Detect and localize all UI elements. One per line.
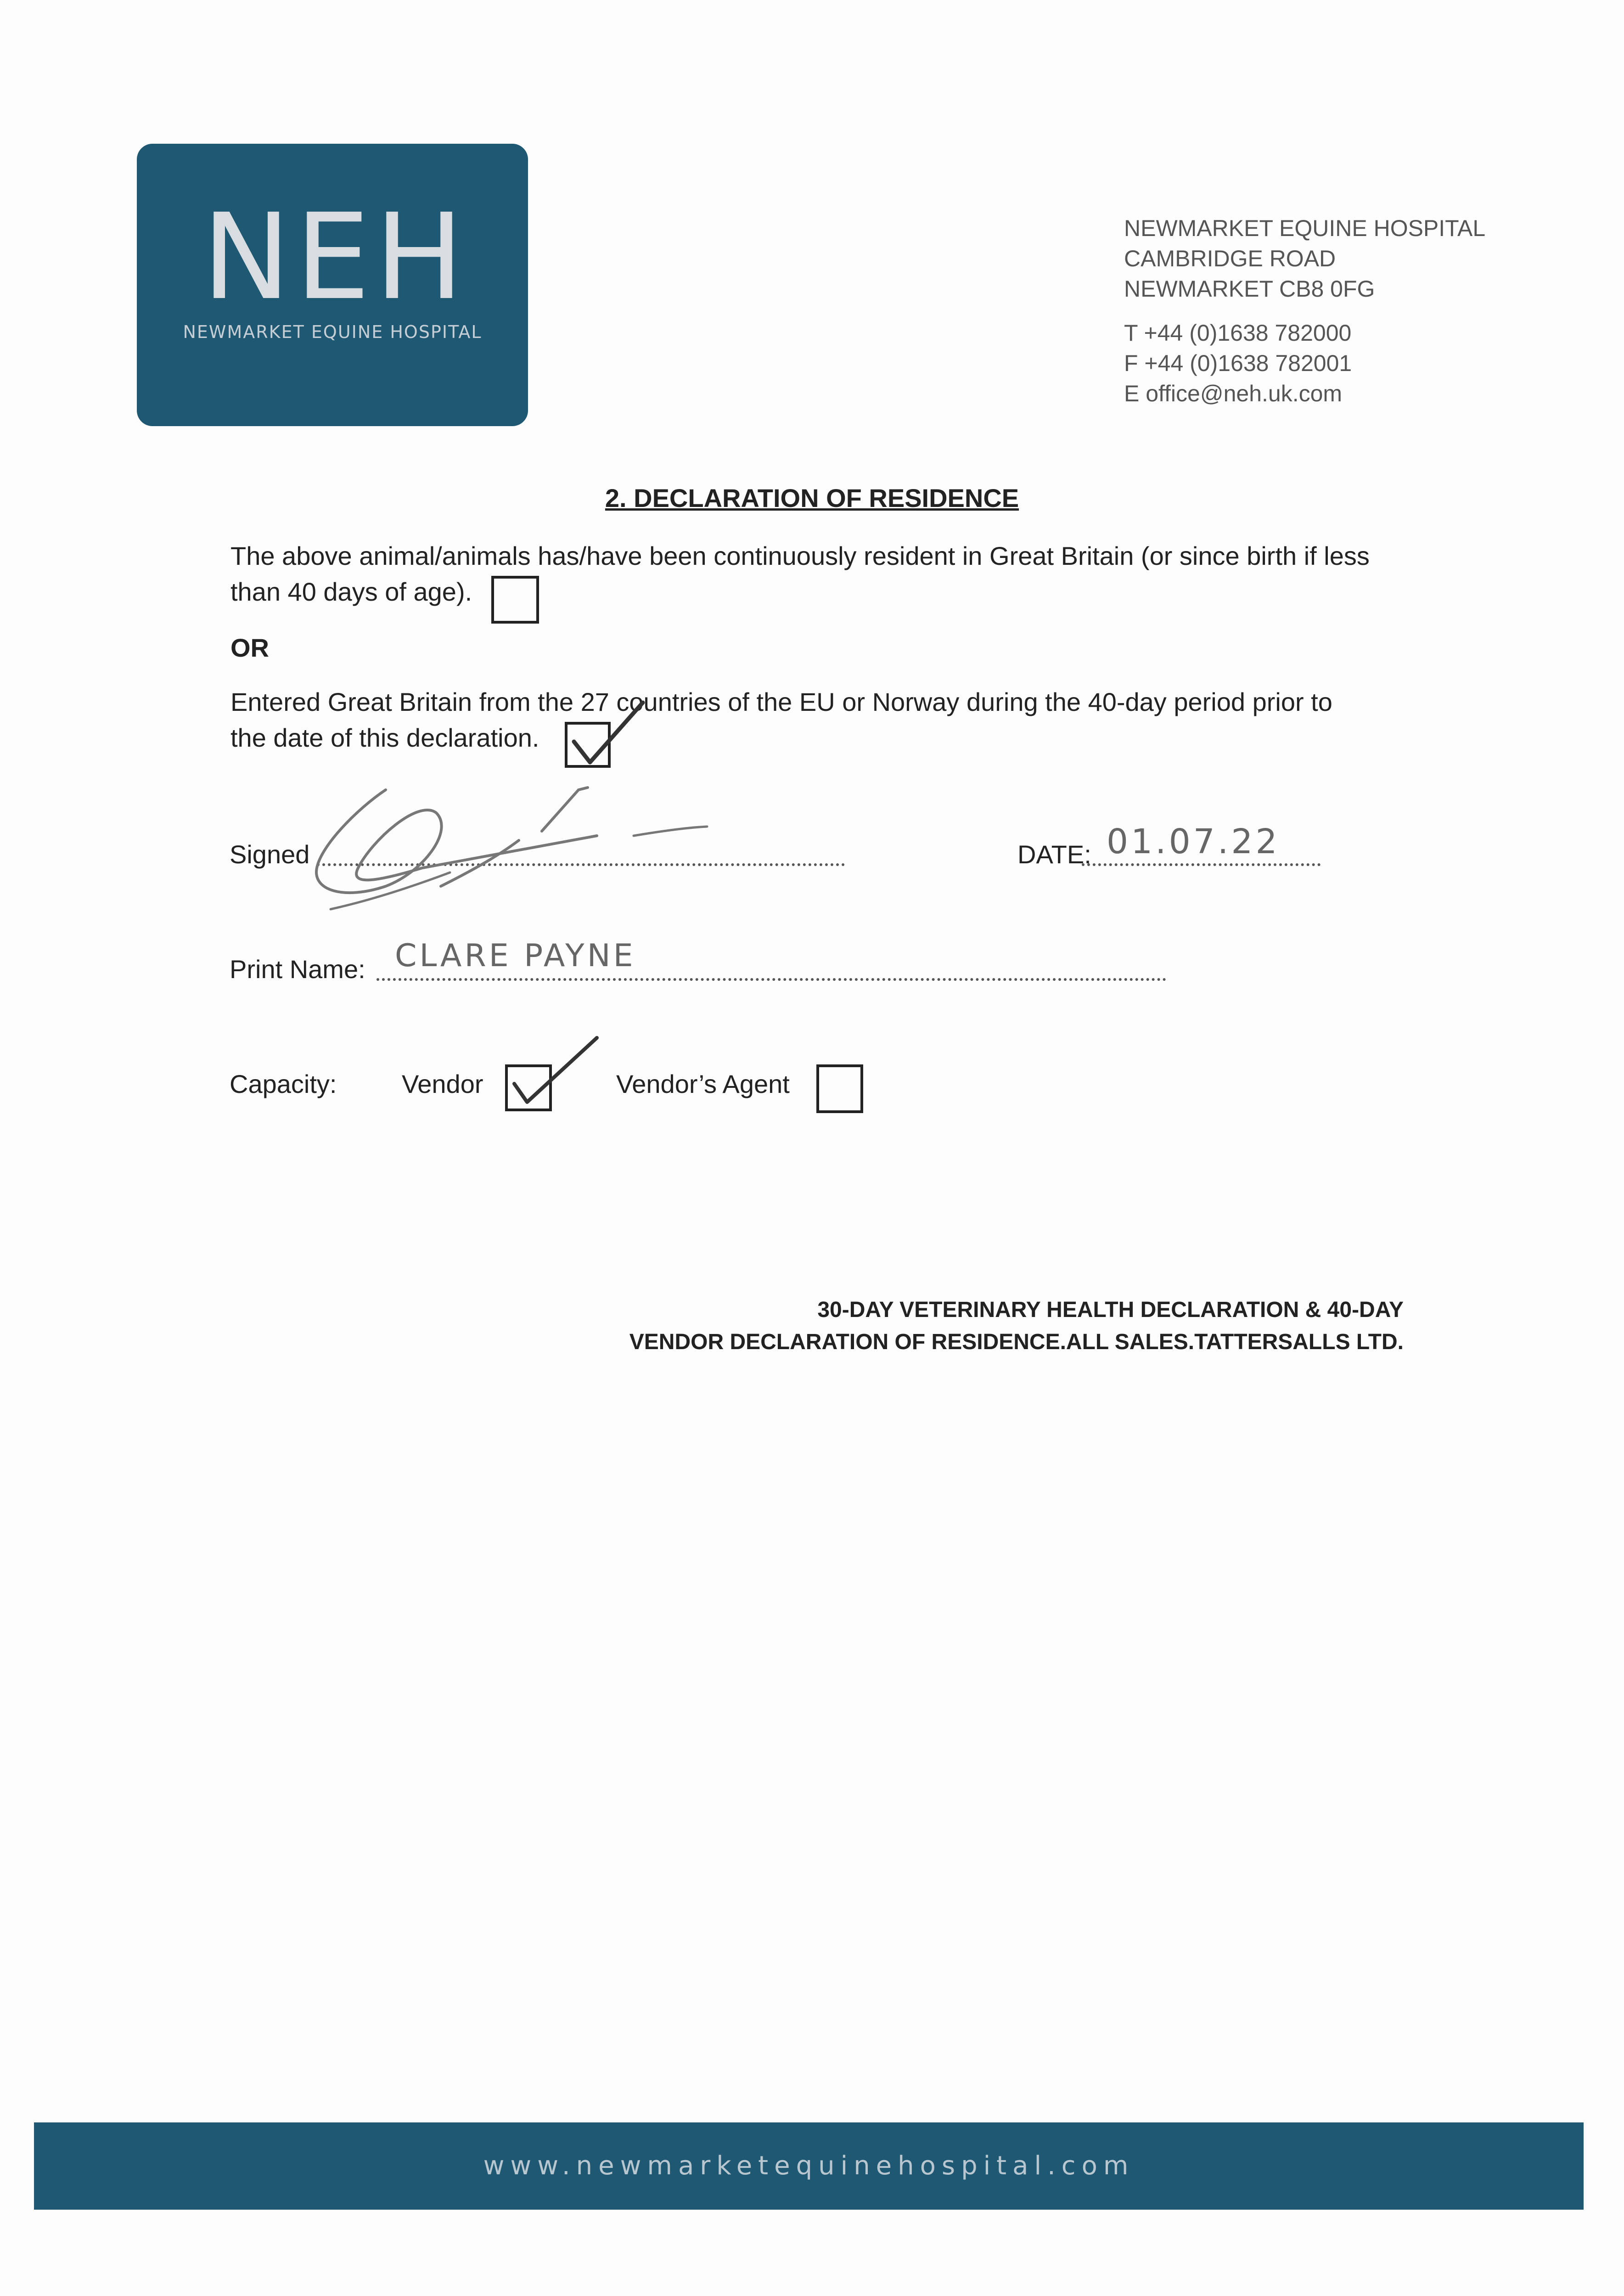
contact-block: [1124, 318, 1352, 409]
option-1-checkbox[interactable]: [491, 576, 539, 624]
date-label: DATE:: [1017, 840, 1091, 869]
section-heading: [0, 483, 1624, 513]
website-link[interactable]: www.newmarketequinehospital.com: [483, 2151, 1135, 2181]
option-1-line-2: than 40 days of age).: [230, 577, 472, 606]
phone-line: T +44 (0)1638 782000: [1124, 320, 1352, 346]
option-2-text: [230, 684, 1470, 756]
capacity-label: Capacity:: [230, 1069, 337, 1098]
signed-label: Signed: [230, 840, 310, 869]
company-logo: [137, 144, 528, 426]
address-block: [1124, 213, 1485, 304]
signature-icon: [303, 762, 716, 928]
option-2-line-2: the date of this declaration.: [230, 723, 539, 752]
address-line: NEWMARKET CB8 0FG: [1124, 276, 1375, 302]
option-1-text: [230, 538, 1470, 610]
footer-band: [34, 2122, 1584, 2210]
checkmark-icon: [500, 1033, 601, 1120]
logo-mark: NEH: [202, 188, 468, 326]
address-line: NEWMARKET EQUINE HOSPITAL: [1124, 215, 1486, 241]
fax-line: F +44 (0)1638 782001: [1124, 350, 1352, 376]
form-reference-line-2: VENDOR DECLARATION OF RESIDENCE.ALL SALES.TATTERSALLS LTD.: [629, 1330, 1404, 1354]
or-label: OR: [230, 633, 269, 662]
option-1-line-1: The above animal/animals has/have been continuously resident in Great Britain (or since birth if less: [230, 541, 1370, 570]
vendors-agent-label: Vendor’s Agent: [616, 1069, 790, 1098]
print-name-value: CLARE PAYNE: [395, 938, 636, 974]
date-value: 01.07.22: [1107, 822, 1280, 861]
address-line: CAMBRIDGE ROAD: [1124, 246, 1336, 271]
date-line: [1082, 863, 1321, 866]
vendors-agent-checkbox[interactable]: [816, 1064, 863, 1113]
vendor-label: Vendor: [402, 1069, 483, 1098]
logo-name: NEWMARKET EQUINE HOSPITAL: [183, 322, 482, 342]
form-reference-line-1: 30-DAY VETERINARY HEALTH DECLARATION & 40-DAY: [817, 1298, 1404, 1322]
form-reference: [629, 1294, 1404, 1358]
option-2-line-1: Entered Great Britain from the 27 countries of the EU or Norway during the 40-day period prior to: [230, 687, 1332, 716]
print-name-label: Print Name:: [230, 955, 365, 984]
email-line: E office@neh.uk.com: [1124, 381, 1343, 406]
section-title: 2. DECLARATION OF RESIDENCE: [605, 484, 1019, 512]
print-name-line: [376, 978, 1166, 981]
